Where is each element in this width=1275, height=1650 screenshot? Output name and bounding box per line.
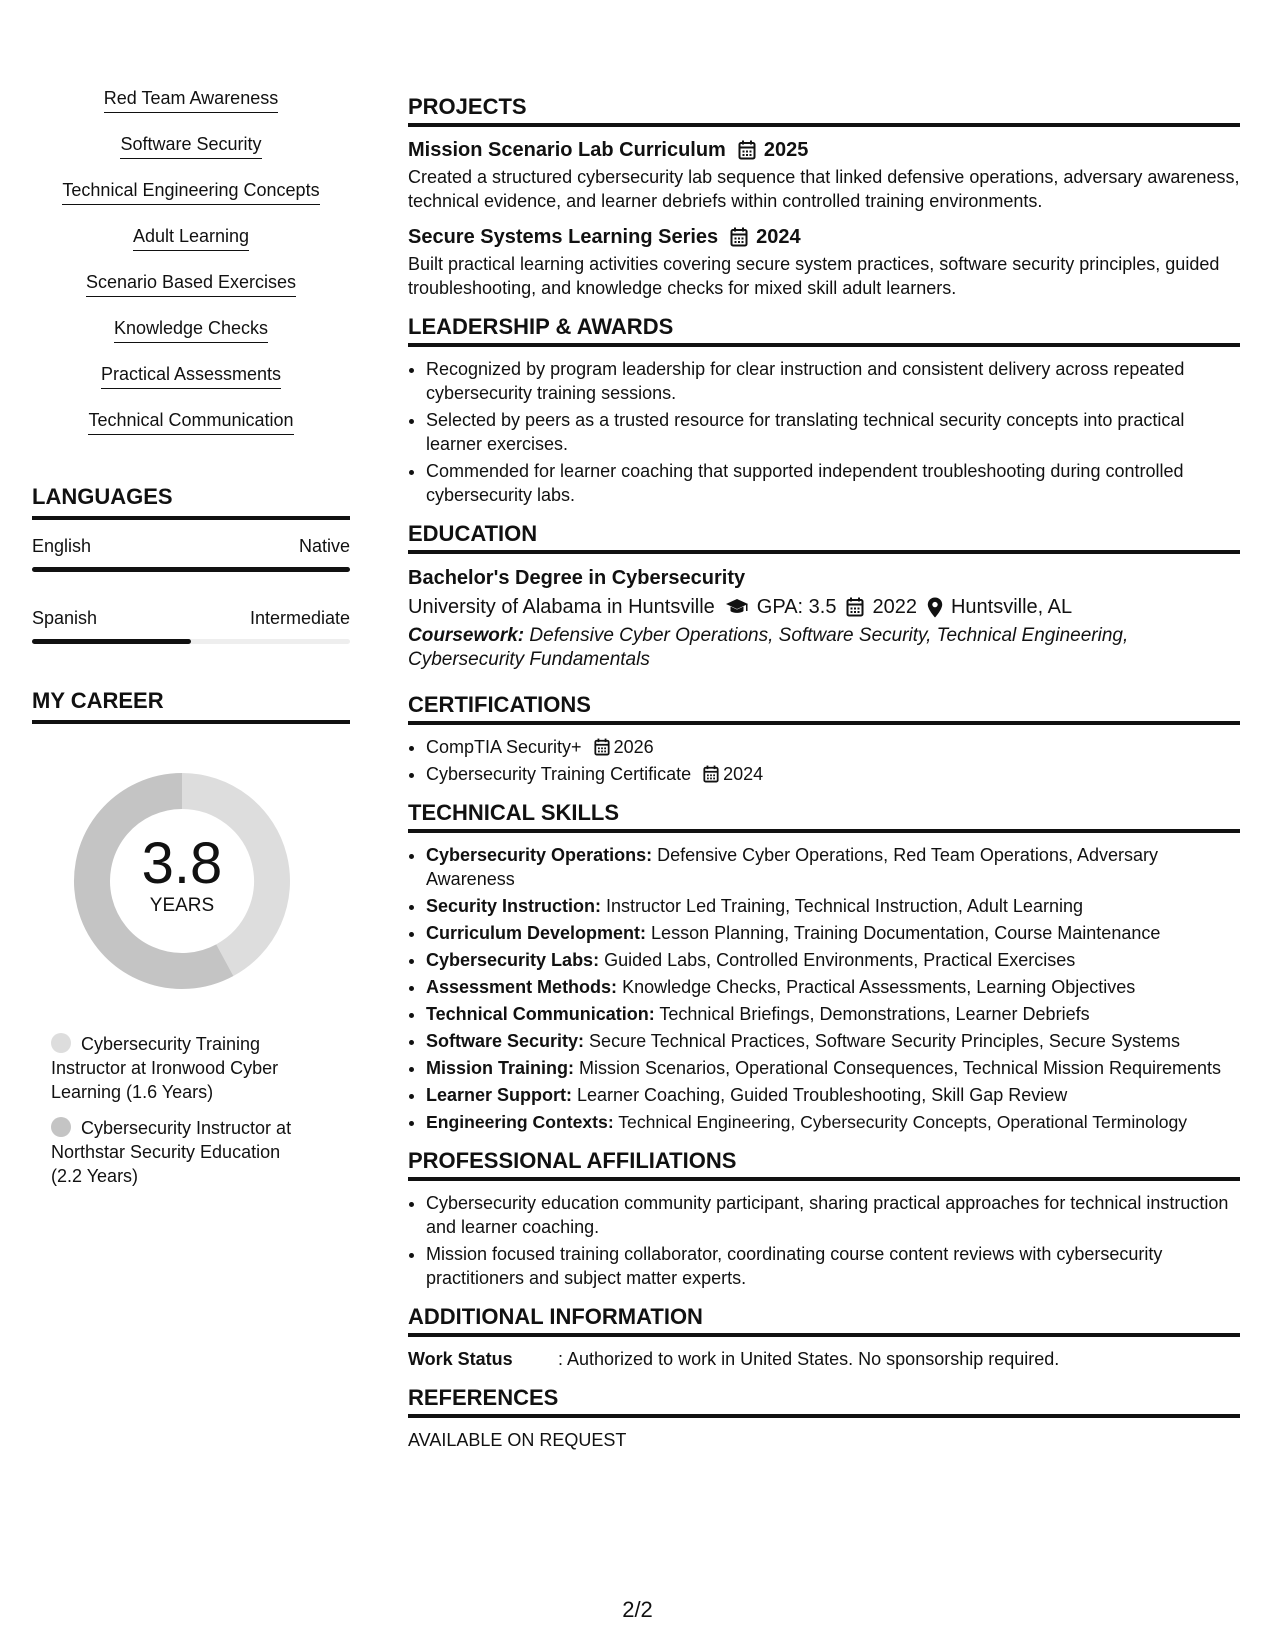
skill-values: Mission Scenarios, Operational Consequences, Technical Mission Requirements — [574, 1058, 1222, 1078]
language-bar — [32, 567, 350, 572]
section-title: CERTIFICATIONS — [408, 692, 1240, 725]
page-number: 2/2 — [622, 1597, 653, 1622]
leadership-section — [408, 314, 1240, 507]
cert-year: 2024 — [723, 764, 764, 784]
language-name: English — [32, 536, 92, 556]
language-english — [32, 534, 350, 572]
skill-item — [426, 894, 1240, 918]
skill-tag: Technical Communication — [88, 408, 293, 435]
list-item — [426, 762, 1240, 786]
language-level: Native — [298, 536, 350, 556]
skill-item — [426, 843, 1240, 891]
project-item — [408, 224, 1240, 300]
skill-tag: Practical Assessments — [101, 362, 281, 389]
skill-category: Assessment Methods: — [426, 977, 618, 997]
legend-item — [51, 1116, 312, 1188]
project-description: Built practical learning activities covering secure system practices, software security principles, guided troubleshooting, and knowledge checks for mixed skill adult learners. — [408, 254, 1220, 298]
project-description: Created a structured cybersecurity lab sequence that linked defensive operations, adversary awareness, technical evidence, and learner debriefs within controlled training environments. — [408, 167, 1240, 211]
skill-item — [426, 1029, 1240, 1053]
skill-values: Secure Technical Practices, Software Security Principles, Secure Systems — [584, 1031, 1180, 1051]
coursework-label: Coursework: — [408, 625, 525, 646]
cert-year: 2026 — [613, 737, 654, 757]
graduation-cap-icon — [725, 598, 749, 616]
calendar-icon — [703, 765, 719, 783]
location: Huntsville, AL — [950, 596, 1073, 618]
list-item: • Commended for learner coaching that supported independent troubleshooting during controlled cybersecurity labs. — [426, 459, 1240, 507]
language-bar-fill — [32, 567, 350, 572]
project-item — [408, 137, 1240, 213]
section-title: PROJECTS — [408, 94, 1240, 127]
legend-dot — [51, 1033, 71, 1053]
skill-values: Lesson Planning, Training Documentation, Course Maintenance — [646, 923, 1161, 943]
skill-values: Technical Briefings, Demonstrations, Learner Debriefs — [654, 1004, 1090, 1024]
references-section — [408, 1385, 1240, 1452]
skill-tag: Software Security — [120, 132, 261, 159]
legend-label: Cybersecurity Training Instructor at Ironwood Cyber Learning (1.6 Years) — [51, 1034, 279, 1102]
skill-item — [426, 948, 1240, 972]
calendar-icon — [846, 597, 864, 617]
career-section — [32, 688, 350, 1188]
section-title: EDUCATION — [408, 521, 1240, 554]
section-title: TECHNICAL SKILLS — [408, 800, 1240, 833]
degree: Bachelor's Degree in Cybersecurity — [408, 567, 746, 589]
skill-category: Curriculum Development: — [426, 923, 647, 943]
project-name: Mission Scenario Lab Curriculum — [408, 139, 726, 161]
skill-tag: Adult Learning — [133, 224, 249, 251]
skill-category: Learner Support: — [426, 1085, 573, 1105]
list-item: • Recognized by program leadership for clear instruction and consistent delivery across repeated cybersecurity training sessions. — [426, 357, 1240, 405]
certifications-section — [408, 692, 1240, 786]
language-spanish — [32, 606, 350, 644]
coursework — [408, 624, 1240, 672]
legend-item — [51, 1032, 312, 1104]
career-unit: YEARS — [149, 895, 215, 916]
language-name: Spanish — [32, 608, 98, 628]
graduation-year: 2022 — [872, 596, 917, 618]
skill-category: Technical Communication: — [426, 1004, 655, 1024]
education-section — [408, 521, 1240, 672]
languages-title: LANGUAGES — [32, 484, 350, 520]
sidebar — [32, 86, 350, 1200]
affiliations-section — [408, 1148, 1240, 1290]
section-title: REFERENCES — [408, 1385, 1240, 1418]
skill-values: Knowledge Checks, Practical Assessments, Learning Objectives — [617, 977, 1136, 997]
info-value: : Authorized to work in United States. No sponsorship required. — [558, 1349, 1060, 1369]
list-item — [426, 735, 1240, 759]
legend-dot — [51, 1117, 71, 1137]
language-bar-fill — [32, 639, 191, 644]
info-key: Work Status — [408, 1349, 513, 1369]
cert-name: • CompTIA Security+ — [426, 737, 582, 757]
language-bar — [32, 639, 350, 644]
skill-item — [426, 975, 1240, 999]
additional-info-section — [408, 1304, 1240, 1371]
school-name: University of Alabama in Huntsville — [408, 596, 715, 618]
skill-category: Cybersecurity Operations: — [426, 845, 653, 865]
skill-tag: Red Team Awareness — [104, 86, 278, 113]
project-name: Secure Systems Learning Series — [408, 226, 719, 248]
skill-category: Mission Training: — [426, 1058, 575, 1078]
skill-item — [426, 1056, 1240, 1080]
skill-category: Software Security: — [426, 1031, 585, 1051]
project-year: 2024 — [756, 226, 801, 248]
references-text: AVAILABLE ON REQUEST — [408, 1430, 627, 1450]
skill-values: Defensive Cyber Operations, Red Team Operations, Adversary Awareness — [426, 845, 1158, 889]
calendar-icon — [730, 227, 748, 247]
calendar-icon — [594, 738, 610, 756]
skill-values: Technical Engineering, Cybersecurity Concepts, Operational Terminology — [613, 1112, 1188, 1132]
list-item: • Cybersecurity education community participant, sharing practical approaches for technical instruction and learner coaching. — [426, 1191, 1240, 1239]
skill-item — [426, 1110, 1240, 1134]
skill-tag: Knowledge Checks — [114, 316, 268, 343]
language-level: Intermediate — [249, 608, 350, 628]
gpa: GPA: 3.5 — [756, 596, 837, 618]
section-title: ADDITIONAL INFORMATION — [408, 1304, 1240, 1337]
list-item: • Selected by peers as a trusted resource for translating technical security concepts into practical learner exercises. — [426, 408, 1240, 456]
skill-category: Security Instruction: — [426, 896, 602, 916]
skill-item — [426, 921, 1240, 945]
career-title: MY CAREER — [32, 688, 350, 724]
list-item: • Mission focused training collaborator, coordinating course content reviews with cybersecurity practitioners and subject matter experts. — [426, 1242, 1240, 1290]
skill-values: Learner Coaching, Guided Troubleshooting, Skill Gap Review — [572, 1085, 1068, 1105]
coursework-text: Defensive Cyber Operations, Software Security, Technical Engineering, Cybersecurity Fundamentals — [408, 625, 1129, 670]
calendar-icon — [738, 140, 756, 160]
project-year: 2025 — [763, 139, 809, 161]
cert-name: • Cybersecurity Training Certificate — [426, 764, 692, 784]
skill-tag: Technical Engineering Concepts — [62, 178, 319, 205]
skill-tag: Scenario Based Exercises — [86, 270, 296, 297]
skill-item — [426, 1083, 1240, 1107]
skill-tags — [32, 86, 350, 454]
technical-skills-section — [408, 800, 1240, 1134]
location-pin-icon — [927, 597, 943, 618]
career-total: 3.8 — [141, 831, 223, 896]
skill-values: Instructor Led Training, Technical Instruction, Adult Learning — [601, 896, 1083, 916]
skill-category: Cybersecurity Labs: — [426, 950, 600, 970]
career-donut-chart — [67, 766, 297, 996]
projects-section — [408, 94, 1240, 300]
career-legend — [32, 1032, 312, 1188]
main-content — [408, 94, 1240, 1466]
section-title: PROFESSIONAL AFFILIATIONS — [408, 1148, 1240, 1181]
legend-label: Cybersecurity Instructor at Northstar Security Education (2.2 Years) — [51, 1118, 292, 1186]
skill-category: Engineering Contexts: — [426, 1112, 614, 1132]
section-title: LEADERSHIP & AWARDS — [408, 314, 1240, 347]
skill-values: Guided Labs, Controlled Environments, Practical Exercises — [599, 950, 1076, 970]
skill-item — [426, 1002, 1240, 1026]
